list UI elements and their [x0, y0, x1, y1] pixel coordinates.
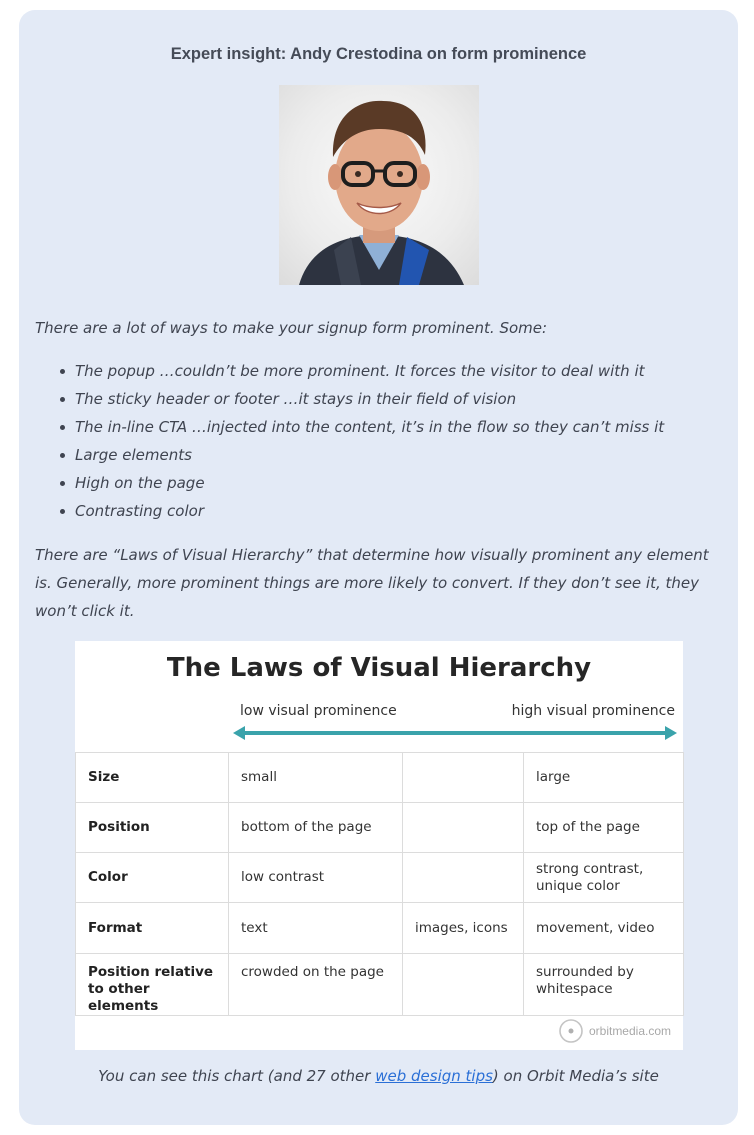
chart-credit [558, 1018, 671, 1044]
table-row [76, 954, 684, 1016]
caption-suffix: ) on Orbit Media’s site [492, 1067, 659, 1085]
row-label: Color [76, 853, 229, 903]
row-label: Format [76, 903, 229, 954]
mid-cell [403, 803, 524, 853]
high-cell: top of the page [524, 803, 684, 853]
card-heading: Expert insight: Andy Crestodina on form prominence [170, 45, 587, 63]
prominence-list [35, 357, 664, 525]
expert-insight-card [19, 10, 738, 1125]
row-label: Size [76, 753, 229, 803]
list-item: The in-line CTA …injected into the content, it’s in the flow so they can’t miss it [35, 413, 664, 441]
list-item: The popup …couldn’t be more prominent. It forces the visitor to deal with it [35, 357, 664, 385]
mid-cell [403, 853, 524, 903]
high-cell: surrounded by whitespace [524, 954, 684, 1016]
intro-text: There are a lot of ways to make your signup form prominent. Some: [35, 319, 548, 337]
table-row [76, 753, 684, 803]
table-row [76, 803, 684, 853]
orbit-logo-icon [558, 1018, 584, 1044]
list-item: The sticky header or footer …it stays in their field of vision [35, 385, 664, 413]
chart-caption [19, 1067, 738, 1085]
high-cell: strong contrast, unique color [524, 853, 684, 903]
low-cell: crowded on the page [229, 954, 403, 1016]
row-label: Position relative to other elements [76, 954, 229, 1016]
web-design-tips-link[interactable]: web design tips [375, 1067, 493, 1085]
mid-cell [403, 954, 524, 1016]
table-row [76, 903, 684, 954]
chart-title: The Laws of Visual Hierarchy [166, 653, 592, 683]
list-item: High on the page [35, 469, 664, 497]
list-item: Contrasting color [35, 497, 664, 525]
visual-hierarchy-chart [75, 641, 683, 1050]
high-cell: movement, video [524, 903, 684, 954]
mid-cell [403, 753, 524, 803]
low-cell: text [229, 903, 403, 954]
low-prominence-label: low visual prominence [240, 703, 397, 719]
table-row [76, 853, 684, 903]
low-cell: bottom of the page [229, 803, 403, 853]
expert-portrait [279, 85, 479, 285]
high-prominence-label: high visual prominence [511, 703, 675, 719]
high-cell: large [524, 753, 684, 803]
row-label: Position [76, 803, 229, 853]
list-item: Large elements [35, 441, 664, 469]
hierarchy-table [75, 752, 684, 1016]
laws-paragraph: There are “Laws of Visual Hierarchy” that determine how visually prominent any element is. Generally, more prominent things are more likely to convert. If they don’t see it, they won’t click it. [35, 546, 709, 620]
low-cell: small [229, 753, 403, 803]
credit-text: orbitmedia.com [588, 1024, 671, 1038]
low-cell: low contrast [229, 853, 403, 903]
double-arrow-icon [233, 725, 677, 741]
caption-prefix: You can see this chart (and 27 other [98, 1067, 376, 1085]
mid-cell: images, icons [403, 903, 524, 954]
